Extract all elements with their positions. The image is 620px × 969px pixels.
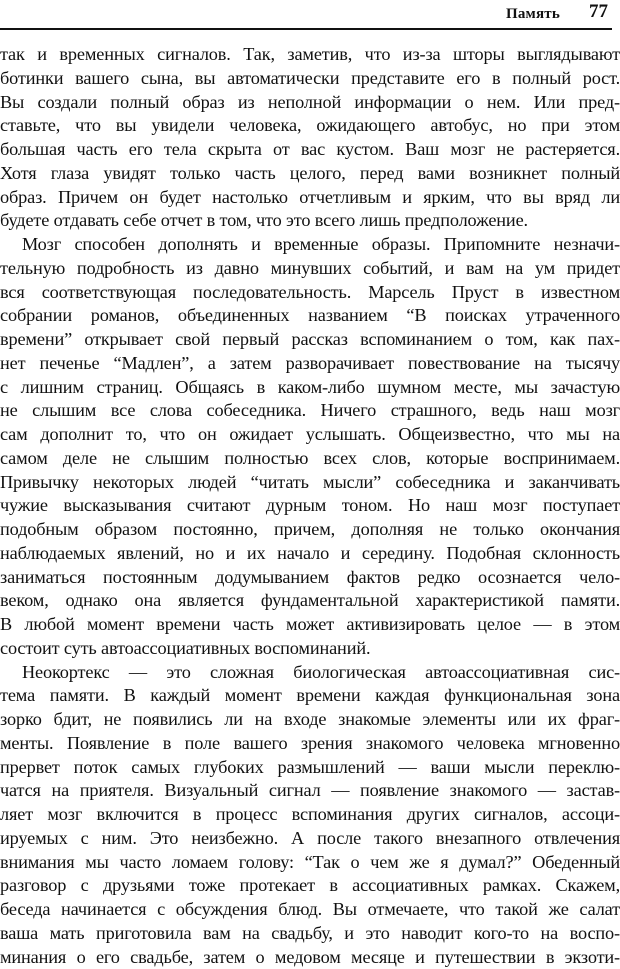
text-line: образ. Причем он будет настолько отчетливым и ярким, что вы вряд ли (0, 186, 620, 210)
text-line: тельную подробность из давно минувших событий, и вам на ум придет (0, 257, 620, 281)
text-line: самом деле не слышим полностью всех слов, которые воспринимаем. (0, 447, 620, 471)
paragraph-2 (0, 233, 620, 661)
text-line: подобным образом постоянно, причем, дополняя не только окончания (0, 518, 620, 542)
text-line: минания о его свадьбе, затем о медовом месяце и путешествии в экзоти- (0, 946, 620, 969)
text-line: нет печенье “Мадлен”, а затем разворачивает повествование на тысячу (0, 352, 620, 376)
text-line: с лишним страниц. Общаясь в каком-либо шумном месте, мы зачастую (0, 376, 620, 400)
text-line: прервет поток самых глубоких размышлений — ваши мысли переклю- (0, 756, 620, 780)
text-line: менты. Появление в поле вашего зрения знакомого человека мгновенно (0, 732, 620, 756)
text-line: будете отдавать себе отчет в том, что это всего лишь предположение. (0, 209, 620, 233)
text-line: ботинки вашего сына, вы автоматически представите его в полный рост. (0, 67, 620, 91)
text-line: не слышим все слова собеседника. Ничего страшного, ведь наш мозг (0, 399, 620, 423)
text-line: разговор с друзьями тоже протекает в ассоциативных рамках. Скажем, (0, 874, 620, 898)
text-line: зорко бдит, не появились ли на входе знакомые элементы или их фраг- (0, 708, 620, 732)
text-line: ируемых с ним. Это неизбежно. А после такого внезапного отвлечения (0, 827, 620, 851)
text-line: большая часть его тела скрыта от вас кустом. Ваш мозг не растеряется. (0, 138, 620, 162)
text-line: ляет мозг включится в процесс вспоминания других сигналов, ассоци- (0, 803, 620, 827)
text-line: Хотя глаза увидят только часть целого, перед вами возникнет полный (0, 162, 620, 186)
body-text (0, 43, 620, 969)
paragraph-3 (0, 661, 620, 969)
text-line: чужие высказывания считают дурным тоном. Но наш мозг поступает (0, 494, 620, 518)
text-line: заниматься постоянным додумыванием фактов редко осознается чело- (0, 566, 620, 590)
paragraph-1 (0, 43, 620, 233)
text-line: Вы создали полный образ из неполной информации о нем. Или пред- (0, 91, 620, 115)
text-line: ваша мать приготовила вам на свадьбу, и это наводит кого-то на воспо- (0, 922, 620, 946)
text-line: сам дополнит то, что он ожидает услышать. Общеизвестно, что мы на (0, 423, 620, 447)
text-line: времени” открывает свой первый рассказ вспоминанием о том, как пах- (0, 328, 620, 352)
text-line: внимания мы часто ломаем голову: “Так о чем же я думал?” Обеденный (0, 851, 620, 875)
text-line: так и временных сигналов. Так, заметив, что из-за шторы выглядывают (0, 43, 620, 67)
text-line: веком, однако она является фундаментальной характеристикой памяти. (0, 589, 620, 613)
text-line: ставьте, что вы увидели человека, ожидающего автобус, но при этом (0, 114, 620, 138)
text-line: вся соответствующая последовательность. Марсель Пруст в известном (0, 281, 620, 305)
text-line: чатся на приятеля. Визуальный сигнал — появление знакомого — застав- (0, 779, 620, 803)
page-number: 77 (589, 1, 608, 23)
text-line: В любой момент времени часть может активизировать целое — в этом (0, 613, 620, 637)
text-line: Привычку некоторых людей “читать мысли” собеседника и заканчивать (0, 471, 620, 495)
text-line: Неокортекс — это сложная биологическая автоассоциативная сис- (0, 661, 620, 685)
text-line: наблюдаемых явлений, но и их начало и середину. Подобная склонность (0, 542, 620, 566)
running-title: Память (506, 6, 560, 23)
text-line: собрании романов, объединенных названием “В поисках утраченного (0, 304, 620, 328)
text-line: беседа начинается с обсуждения блюд. Вы отмечаете, что такой же салат (0, 898, 620, 922)
running-head (0, 0, 612, 30)
text-line: состоит суть автоассоциативных воспоминаний. (0, 637, 620, 661)
text-line: тема памяти. В каждый момент времени каждая функциональная зона (0, 684, 620, 708)
text-line: Мозг способен дополнять и временные образы. Припомните незначи- (0, 233, 620, 257)
